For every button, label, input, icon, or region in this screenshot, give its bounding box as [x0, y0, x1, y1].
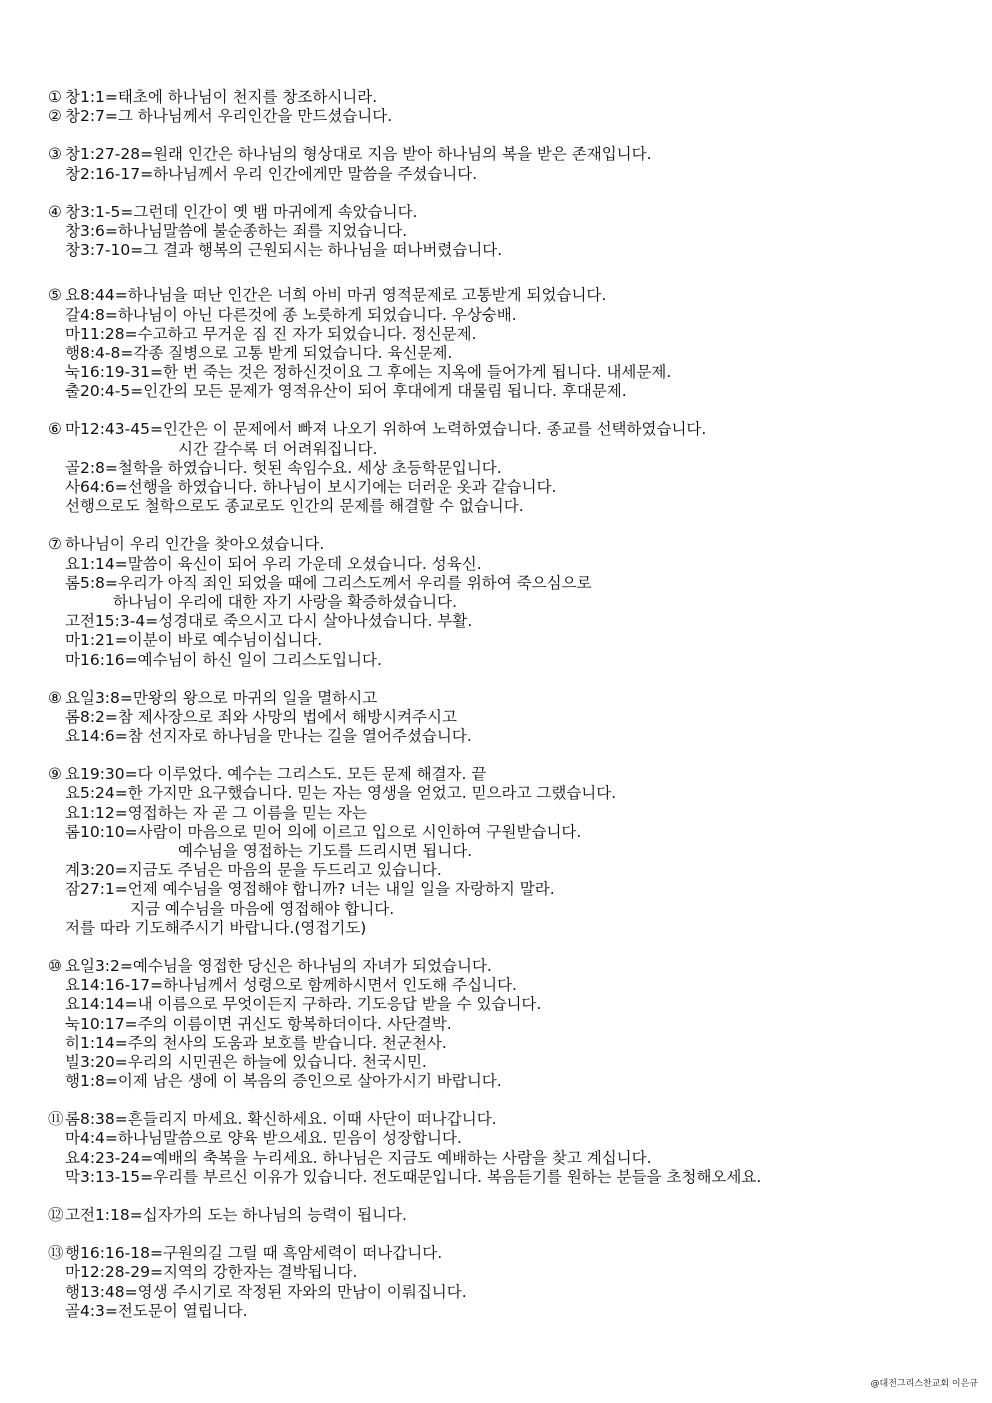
verse-line [48, 555, 968, 574]
verse-text: 잠27:1=언제 예수님을 영접해야 합니까? 너는 내일 일을 자랑하지 말라. [65, 880, 555, 899]
section-number: ② [48, 107, 62, 126]
verse-line [48, 708, 968, 727]
verse-text: 고전1:18=십자가의 도는 하나님의 능력이 됩니다. [65, 1206, 407, 1224]
verse-line [48, 957, 968, 976]
verse-line [48, 1206, 968, 1225]
verse-text: 요1:14=말씀이 육신이 되어 우리 가운데 오셨습니다. 성육신. [65, 554, 482, 573]
verse-text: 마12:43-45=인간은 이 문제에서 빠져 나오기 위하여 노력하였습니다. 종교를 선택하였습니다. [65, 420, 707, 439]
verse-text: 골4:3=전도문이 열립니다. [65, 1301, 248, 1320]
verse-line [48, 1015, 968, 1034]
verse-line [48, 823, 968, 842]
section-number: ⑤ [48, 286, 62, 305]
section-9 [48, 957, 968, 1091]
verse-text: 창2:7=그 하나님께서 우리인간을 만드셨습니다. [65, 107, 393, 126]
verse-line [48, 593, 968, 612]
verse-line [48, 145, 968, 164]
verse-text: 골2:8=철학을 하였습니다. 헛된 속임수요. 세상 초등학문입니다. [65, 458, 502, 477]
verse-text: 마16:16=예수님이 하신 일이 그리스도입니다. [65, 650, 382, 669]
verse-text: 요14:16-17=하나님께서 성령으로 함께하시면서 인도해 주십니다. [65, 976, 517, 995]
verse-line [48, 420, 968, 439]
verse-line [48, 1302, 968, 1321]
verse-line [48, 1072, 968, 1091]
verse-text: 롬10:10=사람이 마음으로 믿어 의에 이르고 입으로 시인하여 구원받습니다. [65, 822, 582, 841]
verse-line [48, 165, 968, 184]
section-number: ⑬ [48, 1244, 64, 1263]
verse-text: 사64:6=선행을 하였습니다. 하나님이 보시기에는 더러운 옷과 같습니다. [65, 478, 557, 496]
section-number: ① [48, 88, 62, 106]
verse-text: 행16:16-18=구원의길 그릴 때 흑암세력이 떠나갑니다. [65, 1244, 443, 1263]
verse-text: 출20:4-5=인간의 모든 문제가 영적유산이 되어 후대에게 대물림 됩니다. 후대문제. [65, 382, 627, 401]
verse-line [48, 1053, 968, 1072]
verse-text: 행1:8=이제 남은 생에 이 복음의 증인으로 살아가시기 바랍니다. [65, 1072, 502, 1091]
verse-line [48, 440, 968, 459]
verse-line [48, 727, 968, 746]
verse-text: 시간 갈수록 더 어려워집니다. [178, 439, 378, 458]
section-number: ④ [48, 202, 62, 221]
verse-line [48, 1129, 968, 1148]
verse-line [48, 804, 968, 823]
section-number: ⑧ [48, 688, 62, 707]
verse-text: 롬8:2=참 제사장으로 죄와 사망의 법에서 해방시켜주시고 [65, 707, 457, 726]
verse-line [48, 363, 968, 382]
verse-line [48, 344, 968, 363]
verse-line [48, 535, 968, 554]
verse-line [48, 306, 968, 325]
verse-text: 하나님이 우리에 대한 자기 사랑을 확증하셨습니다. [113, 592, 457, 611]
verse-text: 막3:13-15=우리를 부르신 이유가 있습니다. 전도때문입니다. 복음듣기를 원하는 분들을 초청해오세요. [65, 1167, 762, 1186]
verse-text: 요4:23-24=예배의 축복을 누리세요. 하나님은 지금도 예배하는 사람을 찾고 계십니다. [65, 1148, 652, 1167]
verse-text: 창2:16-17=하나님께서 우리 인간에게만 말씀을 주셨습니다. [65, 164, 478, 183]
verse-text: 마12:28-29=지역의 강한자는 결박됩니다. [65, 1263, 358, 1282]
verse-line [48, 1034, 968, 1053]
verse-line [48, 478, 968, 497]
verse-text: 눅10:17=주의 이름이면 귀신도 항복하더이다. 사단결박. [65, 1014, 452, 1033]
verse-text: 요일3:2=예수님을 영접한 당신은 하나님의 자녀가 되었습니다. [65, 956, 492, 975]
verse-text: 선행으로도 철학으로도 종교로도 인간의 문제를 해결할 수 없습니다. [65, 497, 524, 516]
verse-text: 빌3:20=우리의 시민권은 하늘에 있습니다. 천국시민. [65, 1052, 427, 1071]
verse-text: 눅16:19-31=한 번 죽는 것은 정하신것이요 그 후에는 지옥에 들어가게 됩니다. 내세문제. [65, 363, 672, 382]
verse-line [48, 861, 968, 880]
document-body [48, 88, 968, 1340]
verse-line [48, 1283, 968, 1302]
verse-line [48, 203, 968, 222]
verse-line [48, 241, 968, 260]
verse-text: 고전15:3-4=성경대로 죽으시고 다시 살아나셨습니다. 부활. [65, 612, 473, 631]
verse-text: 요5:24=한 가지만 요구했습니다. 믿는 자는 영생을 얻었고. 믿으라고 그랬습니다. [65, 784, 617, 803]
section-number: ⑦ [48, 535, 62, 554]
verse-line [48, 842, 968, 861]
verse-text: 마1:21=이분이 바로 예수님이십니다. [65, 631, 323, 650]
verse-text: 창3:1-5=그런데 인간이 옛 뱀 마귀에게 속았습니다. [65, 202, 418, 221]
verse-line [48, 1168, 968, 1187]
section-10 [48, 1110, 968, 1187]
verse-text: 갈4:8=하나님이 아닌 다른것에 종 노릇하게 되었습니다. 우상숭배. [65, 305, 517, 324]
section-2 [48, 145, 968, 183]
verse-line [48, 88, 968, 107]
verse-line [48, 880, 968, 899]
section-3 [48, 203, 968, 261]
footer-credit: @대전그리스찬교회 이은규 [870, 1379, 978, 1389]
verse-text: 마11:28=수고하고 무거운 짐 진 자가 되었습니다. 정신문제. [65, 324, 477, 343]
section-6 [48, 535, 968, 669]
verse-line [48, 784, 968, 803]
verse-text: 롬8:38=흔들리지 마세요. 확신하세요. 이때 사단이 떠나갑니다. [65, 1110, 497, 1129]
verse-line [48, 497, 968, 516]
section-number: ⑥ [48, 420, 62, 439]
verse-line [48, 651, 968, 670]
verse-text: 히1:14=주의 천사의 도움과 보호를 받습니다. 천군천사. [65, 1033, 447, 1052]
verse-line [48, 222, 968, 241]
verse-text: 행13:48=영생 주시기로 작정된 자와의 만남이 이뤄집니다. [65, 1282, 467, 1301]
verse-text: 지금 예수님을 마음에 영접해야 합니다. [130, 899, 395, 918]
verse-text: 창1:1=태초에 하나님이 천지를 창조하시니라. [65, 88, 378, 106]
section-8 [48, 765, 968, 938]
verse-text: 요14:14=내 이름으로 무엇이든지 구하라. 기도응답 받을 수 있습니다. [65, 995, 542, 1014]
verse-text: 예수님을 영접하는 기도를 드리시면 됩니다. [178, 842, 473, 860]
verse-text: 행8:4-8=각종 질병으로 고통 받게 되었습니다. 육신문제. [65, 343, 453, 362]
verse-line [48, 574, 968, 593]
verse-line [48, 631, 968, 650]
section-number: ⑨ [48, 765, 62, 784]
section-number: ⑫ [48, 1206, 64, 1224]
verse-text: 요14:6=참 선지자로 하나님을 만나는 길을 열어주셨습니다. [65, 727, 472, 746]
section-number: ⑪ [48, 1110, 64, 1129]
verse-line [48, 325, 968, 344]
verse-line [48, 900, 968, 919]
verse-line [48, 765, 968, 784]
verse-line [48, 976, 968, 995]
section-4 [48, 286, 968, 401]
verse-text: 창3:7-10=그 결과 행복의 근원되시는 하나님을 떠나버렸습니다. [65, 241, 503, 260]
verse-line [48, 689, 968, 708]
verse-line [48, 612, 968, 631]
section-number: ③ [48, 145, 62, 164]
verse-line [48, 459, 968, 478]
verse-text: 저를 따라 기도해주시기 바랍니다.(영접기도) [65, 918, 367, 937]
verse-line [48, 995, 968, 1014]
verse-text: 창1:27-28=원래 인간은 하나님의 형상대로 지음 받아 하나님의 복을 받은 존재입니다. [65, 145, 652, 164]
verse-text: 요1:12=영접하는 자 곧 그 이름을 믿는 자는 [65, 803, 367, 822]
verse-text: 하나님이 우리 인간을 찾아오셨습니다. [65, 535, 325, 554]
verse-text: 롬5:8=우리가 아직 죄인 되었을 때에 그리스도께서 우리를 위하여 죽으심으로 [65, 573, 592, 592]
verse-line [48, 1244, 968, 1263]
verse-line [48, 1149, 968, 1168]
section-number: ⑩ [48, 956, 62, 975]
verse-line [48, 107, 968, 126]
verse-line [48, 382, 968, 401]
verse-line [48, 1110, 968, 1129]
section-7 [48, 689, 968, 747]
verse-text: 요일3:8=만왕의 왕으로 마귀의 일을 멸하시고 [65, 688, 378, 707]
section-1 [48, 88, 968, 126]
verse-line [48, 919, 968, 938]
verse-text: 요8:44=하나님을 떠난 인간은 너희 아비 마귀 영적문제로 고통받게 되었습니다. [65, 286, 607, 305]
verse-text: 마4:4=하나님말씀으로 양육 받으세요. 믿음이 성장합니다. [65, 1129, 462, 1148]
verse-text: 요19:30=다 이루었다. 예수는 그리스도. 모든 문제 해결자. 끝 [65, 765, 487, 784]
section-11 [48, 1206, 968, 1225]
verse-text: 창3:6=하나님말씀에 불순종하는 죄를 지었습니다. [65, 221, 408, 240]
section-12 [48, 1244, 968, 1321]
section-5 [48, 420, 968, 516]
verse-line [48, 1263, 968, 1282]
verse-line [48, 286, 968, 305]
verse-text: 계3:20=지금도 주님은 마음의 문을 두드리고 있습니다. [65, 861, 442, 880]
